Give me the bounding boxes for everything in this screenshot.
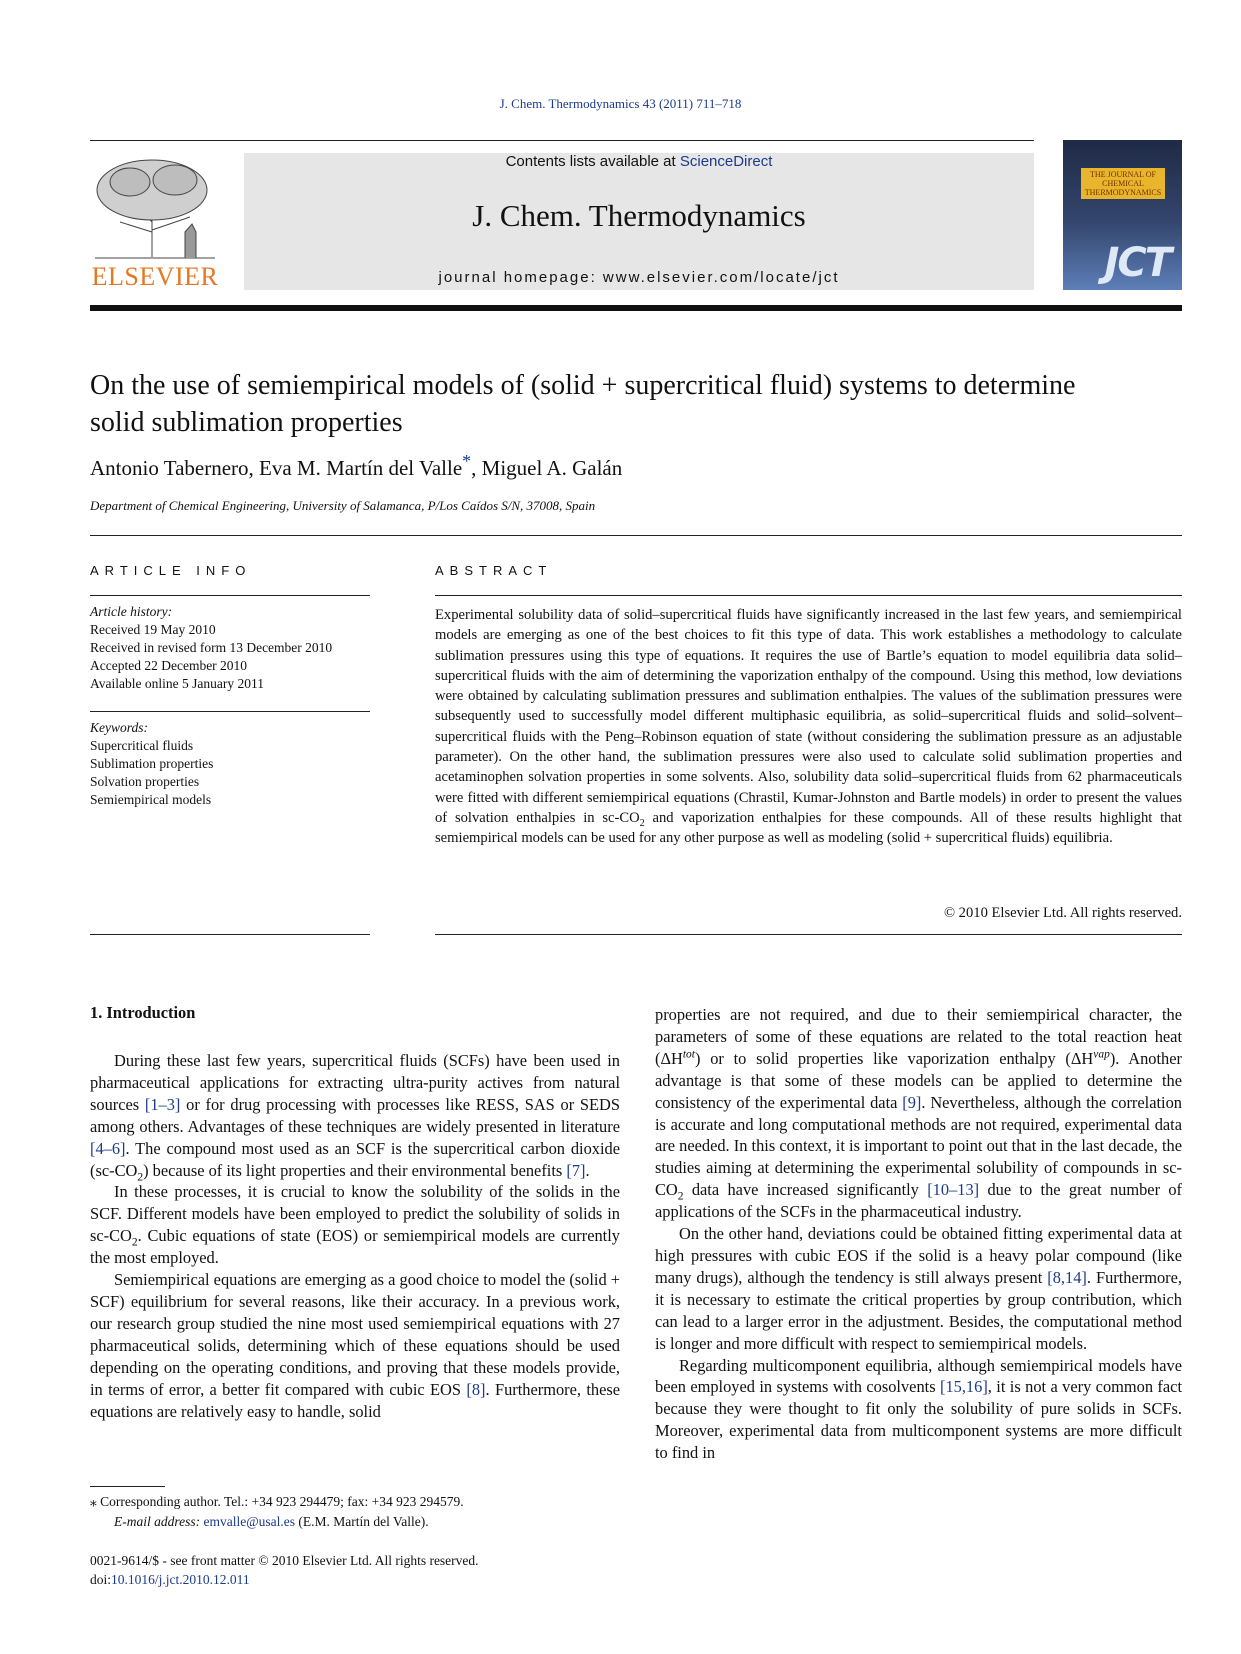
journal-banner bbox=[244, 153, 1034, 290]
abstract-heading: ABSTRACT bbox=[435, 563, 553, 578]
abstract-rule bbox=[435, 595, 1182, 596]
paragraph: In these processes, it is crucial to know the solubility of the solids in the SCF. Different models have been employed to predict the solubility of solids in $sc-CO_2$. Cubic equations of state (EOS) or semiempirical models are currently the most employed. bbox=[90, 1182, 620, 1268]
keyword: Semiempirical models bbox=[90, 792, 212, 807]
elsevier-logo bbox=[90, 152, 220, 292]
history-item: Accepted 22 December 2010 bbox=[90, 658, 248, 673]
citation-link[interactable]: [4–6] bbox=[90, 1138, 126, 1158]
body-column-left bbox=[90, 1050, 620, 1422]
keyword: Sublimation properties bbox=[90, 756, 214, 771]
citation-link[interactable]: [9] bbox=[902, 1092, 922, 1112]
history-item: Available online 5 January 2011 bbox=[90, 676, 264, 691]
affiliation: Department of Chemical Engineering, University of Salamanca, P/Los Caídos S/N, 37008, Spain bbox=[90, 498, 596, 513]
contents-line: Contents lists available at ScienceDirect bbox=[505, 153, 773, 170]
paragraph: properties are not required, and due to their semiempirical character, the parameters of some of these equations are related to the total reaction heat $(\Delta H^{tot})$ or to solid properties like vaporization enthalpy $(\Delta H^{vap})$. Another advantage is that some of these models can be applied to determine the consistency of the experimental data [9]. Nevertheless, although the correlation is accurate and long computational methods are not required, experimental data are needed. In this context, it is important to point out that in the last decade, the studies aiming at determining the experimental solubility of compounds in $sc-CO_2$ data have increased significantly [10–13] due to the great number of applications of the SCFs in the pharmaceutical industry. bbox=[655, 1005, 1183, 1222]
footnote-rule bbox=[90, 1486, 165, 1487]
authors: Antonio Tabernero, Eva M. Martín del Valle*, Miguel A. Galán bbox=[90, 451, 623, 480]
cover-abbrev: JCT bbox=[1104, 240, 1170, 286]
email-link[interactable]: emvalle@usal.es bbox=[203, 1514, 296, 1529]
cover-title: THE JOURNAL OF CHEMICAL THERMODYNAMICS bbox=[1081, 168, 1165, 199]
keyword: Supercritical fluids bbox=[90, 738, 194, 753]
abstract-text: Experimental solubility data of solid–supercritical fluids have significantly increased in the last few years, and semiempirical models are emerging as one of the best choices to fit this type of data. This work establishes a methodology to calculate sublimation pressures using this type of equations. It requires the use of Bartle’s equation to model equilibria data solid–supercritical fluids with the aim of determining the vaporization enthalpy of the compound. Using this method, low deviations were obtained by calculating sublimation pressures and sublimation enthalpies. The values of the sublimation pressures were subsequently used to successfully model different multiphasic equilibria, as solid–supercritical fluids and solid–solvent–supercritical fluids with the Peng–Robinson equation of state (without considering the sublimation pressure as an adjustable parameter). On the other hand, the sublimation pressures were also used to calculate solid sublimation properties and acetaminophen solvation properties in some solvents. Also, solubility data solid–supercritical fluids from 62 pharmaceuticals were fitted with different semiempirical equations (Chrastil, Kumar-Johnston and Bartle models) in order to present the values of solvation enthalpies in $sc-CO_2$ and vaporization enthalpies for these compounds. All of these results highlight that semiempirical models can be used for any other purpose as well as modeling (solid + supercritical fluids) equilibria. bbox=[435, 607, 1182, 847]
header-rule bbox=[90, 140, 1034, 141]
article-info-rule bbox=[90, 595, 370, 596]
citation-link[interactable]: [8] bbox=[466, 1379, 486, 1399]
section-heading: 1. Introduction bbox=[90, 1003, 196, 1022]
front-matter: 0021-9614/$ - see front matter © 2010 Elsevier Ltd. All rights reserved. doi:10.1016/j.jct.2010.12.011 bbox=[90, 1553, 479, 1587]
article-title: On the use of semiempirical models of (solid + supercritical fluid) systems to determine solid sublimation properties bbox=[90, 370, 1076, 438]
paragraph: During these last few years, supercritical fluids (SCFs) have been used in pharmaceutical applications for extracting ultra-purity actives from natural sources [1–3] or for drug processing with processes like RESS, SAS or SEDS among others. Advantages of these techniques are widely presented in literature [4–6]. The compound most used as an SCF is the supercritical carbon dioxide $(sc-CO_2)$ because of its light properties and their environmental benefits [7]. bbox=[90, 1051, 620, 1183]
paragraph: On the other hand, deviations could be obtained fitting experimental data at high pressures with cubic EOS if the solid is a heavy polar compound (like many drugs), although the tendency is still always present [8,14]. Furthermore, it is necessary to estimate the critical properties by group contribution, which can lead to a larger error in the adjustment. Besides, the computational method is longer and more difficult with respect to semiempirical models. bbox=[655, 1224, 1182, 1353]
history-item: Received in revised form 13 December 2010 bbox=[90, 640, 333, 655]
footnote-mark: ⁎ bbox=[90, 1494, 97, 1509]
journal-name: J. Chem. Thermodynamics bbox=[472, 198, 806, 233]
history-item: Received 19 May 2010 bbox=[90, 622, 216, 637]
paragraph: Semiempirical equations are emerging as a good choice to model the (solid + SCF) equilibrium for several reasons, like their accuracy. In a previous work, our research group studied the nine most used semiempirical equations with 27 pharmaceutical solids, determining which of these equations should be used depending on the operating conditions, and proving that these models provide, in terms of error, a better fit compared with cubic EOS [8]. Furthermore, these equations are relatively easy to handle, solid bbox=[90, 1270, 621, 1421]
abstract-copyright: © 2010 Elsevier Ltd. All rights reserved. bbox=[943, 905, 1182, 921]
article-info-heading: ARTICLE INFO bbox=[90, 563, 252, 578]
citation-link[interactable]: [7] bbox=[566, 1160, 586, 1180]
journal-reference[interactable]: J. Chem. Thermodynamics 43 (2011) 711–718 bbox=[499, 96, 742, 111]
citation-link[interactable]: [15,16] bbox=[939, 1377, 988, 1397]
corresponding-author-mark[interactable]: * bbox=[462, 451, 472, 471]
sciencedirect-link[interactable]: ScienceDirect bbox=[679, 153, 773, 170]
doi-link[interactable]: 10.1016/j.jct.2010.12.011 bbox=[111, 1572, 250, 1587]
body-column-right bbox=[655, 1004, 1182, 1464]
citation-link[interactable]: [10–13] bbox=[927, 1180, 980, 1200]
journal-homepage-link[interactable]: journal homepage: www.elsevier.com/locate/jct bbox=[438, 269, 840, 286]
citation-link[interactable]: [8,14] bbox=[1047, 1267, 1087, 1287]
article-info-bottom-rule bbox=[90, 934, 370, 935]
elsevier-wordmark: ELSEVIER bbox=[91, 262, 219, 291]
keywords-rule bbox=[90, 711, 370, 712]
journal-cover bbox=[1063, 140, 1182, 290]
tree-icon bbox=[90, 152, 220, 262]
footnote: ⁎ Corresponding author. Tel.: +34 923 294479; fax: +34 923 294579. E-mail address: emvalle@usal.es (E.M. Martín del Valle). bbox=[90, 1494, 464, 1529]
abstract-bottom-rule bbox=[435, 934, 1182, 935]
header-thick-rule bbox=[90, 305, 1182, 311]
keywords: Keywords: Supercritical fluids Sublimation properties Solvation properties Semiempirical models bbox=[90, 720, 214, 807]
paragraph: Regarding multicomponent equilibria, although semiempirical models have been employed in systems with cosolvents [15,16], it is not a very common fact because they were thought to fit only the solubility of pure solids in SCFs. Moreover, experimental data from multicomponent systems are more difficult to find in bbox=[655, 1355, 1182, 1463]
keyword: Solvation properties bbox=[90, 774, 200, 789]
section-rule bbox=[90, 535, 1182, 536]
article-history: Article history: Received 19 May 2010 Received in revised form 13 December 2010 Accepted 22 December 2010 Available online 5 January 2011 bbox=[90, 604, 333, 691]
citation-link[interactable]: [1–3] bbox=[144, 1094, 181, 1114]
